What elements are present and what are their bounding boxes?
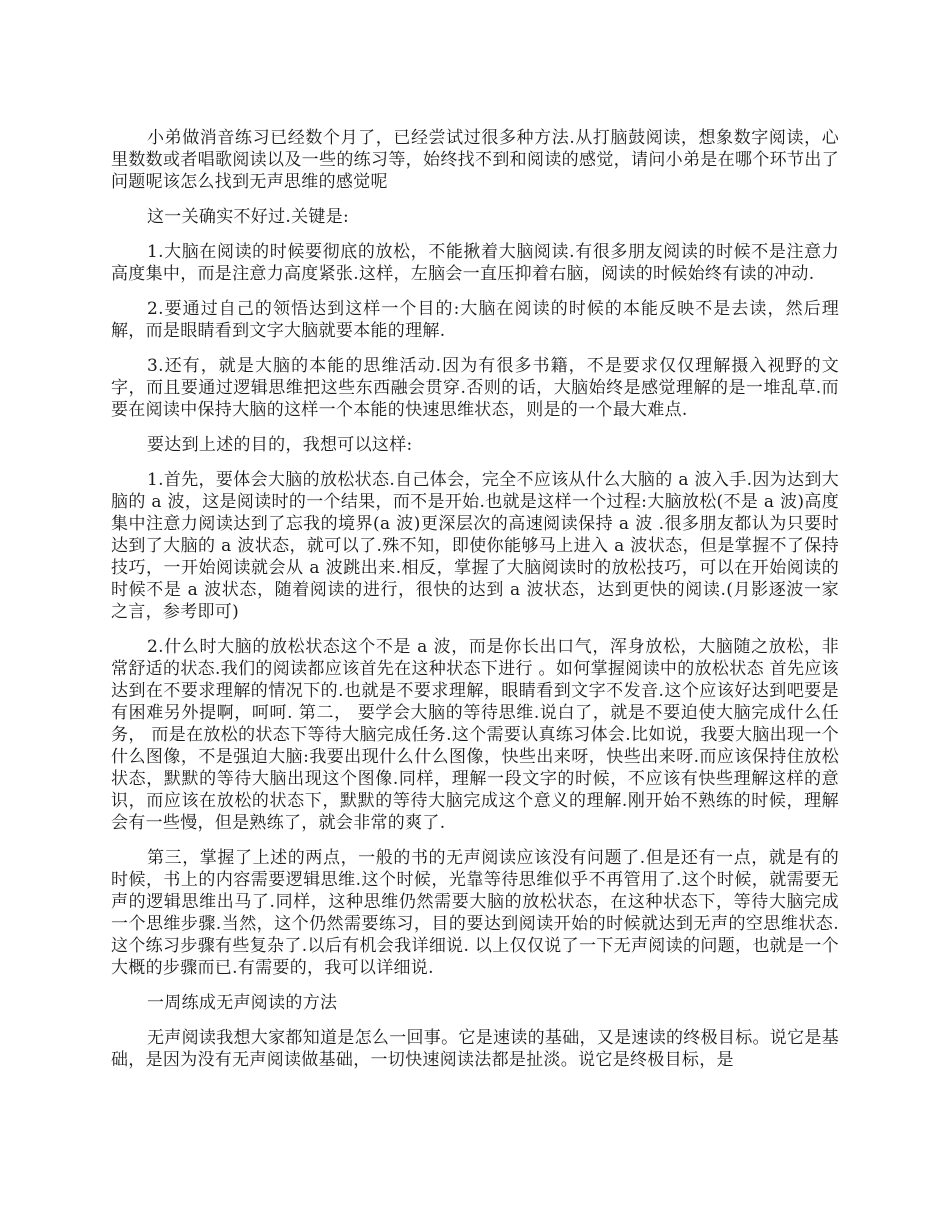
paragraph-key-point-3: 3.还有，就是大脑的本能的思维活动.因为有很多书籍，不是要求仅仅理解摄入视野的文字，而且要通过逻辑思维把这些东西融会贯穿.否则的话，大脑始终是感觉理解的是一堆乱草.而要在阅读中保持大脑的这样一个本能的快速思维状态，则是的一个最大难点. (111, 356, 839, 420)
paragraph-key-point-2: 2.要通过自己的领悟达到这样一个目的:大脑在阅读的时候的本能反映不是去读，然后理解，而是眼睛看到文字大脑就要本能的理解. (111, 299, 839, 341)
paragraph-method-intro: 要达到上述的目的，我想可以这样: (147, 435, 413, 455)
document-body (111, 127, 839, 1084)
paragraph-key-point-1: 1.大脑在阅读的时候要彻底的放松，不能揪着大脑阅读.有很多朋友阅读的时候不是注意力高度集中，而是注意力高度紧张.这样，左脑会一直压抑着右脑，阅读的时候始终有读的冲动. (111, 242, 839, 284)
paragraph-method-2: 2.什么时大脑的放松状态这个不是 a 波，而是你长出口气，浑身放松，大脑随之放松，非常舒适的状态.我们的阅读都应该首先在这种状态下进行 。如何掌握阅读中的放松状态 首先应该达到在不要求理解的情况下的.也就是不要求理解，眼睛看到文字不发音.这个应该好达到吧要是有困难另外提啊，呵呵. 第二， 要学会大脑的等待思维.说白了，就是不要迫使大脑完成什么任务， 而是在放松的状态下等待大脑完成任务.这个需要认真练习体会.比如说，我要大脑出现一个什么图像，不是强迫大脑:我要出现什么什么图像，快些出来呀，快些出来呀.而应该保持住放松状态，默默的等待大脑出现这个图像.同样，理解一段文字的时候，不应该有快些理解这样的意识，而应该在放松的状态下，默默的等待大脑完成这个意义的理解.刚开始不熟练的时候，理解会有一些慢，但是熟练了，就会非常的爽了. (111, 637, 839, 833)
paragraph-question: 小弟做消音练习已经数个月了，已经尝试过很多种方法.从打脑鼓阅读，想象数字阅读，心里数数或者唱歌阅读以及一些的练习等，始终找不到和阅读的感觉，请问小弟是在哪个环节出了问题呢该怎么找到无声思维的感觉呢 (111, 128, 839, 192)
paragraph-section-body: 无声阅读我想大家都知道是怎么一回事。它是速读的基础，又是速读的终极目标。说它是基础，是因为没有无声阅读做基础，一切快速阅读法都是扯淡。说它是终极目标，是 (111, 1028, 839, 1070)
paragraph-answer-intro: 这一关确实不好过.关键是: (147, 207, 350, 227)
section-heading: 一周练成无声阅读的方法 (147, 993, 338, 1013)
paragraph-method-3: 第三，掌握了上述的两点，一般的书的无声阅读应该没有问题了.但是还有一点，就是有的时候，书上的内容需要逻辑思维.这个时候，光靠等待思维似乎不再管用了.这个时候，就需要无声的逻辑思维出马了.同样，这种思维仍然需要大脑的放松状态，在这种状态下，等待大脑完成一个思维步骤.当然，这个仍然需要练习，目的要达到阅读开始的时候就达到无声的空思维状态.这个练习步骤有些复杂了.以后有机会我详细说. 以上仅仅说了一下无声阅读的问题，也就是一个大概的步骤而已.有需要的，我可以详细说. (111, 848, 839, 978)
paragraph-method-1: 1.首先，要体会大脑的放松状态.自己体会，完全不应该从什么大脑的 a 波入手.因为达到大脑的 a 波，这是阅读时的一个结果，而不是开始.也就是这样一个过程:大脑放松(不是 a 波)高度集中注意力阅读达到了忘我的境界(a 波)更深层次的高速阅读保持 a 波 .很多朋友都认为只要时达到了大脑的 a 波状态，就可以了.殊不知，即使你能够马上进入 a 波状态，但是掌握不了保持技巧，一开始阅读就会从 a 波跳出来.相反，掌握了大脑阅读时的放松技巧，可以在开始阅读的时候不是 a 波状态，随着阅读的进行，很快的达到 a 波状态，达到更快的阅读.(月影逐波一家之言，参考即可) (111, 470, 839, 622)
